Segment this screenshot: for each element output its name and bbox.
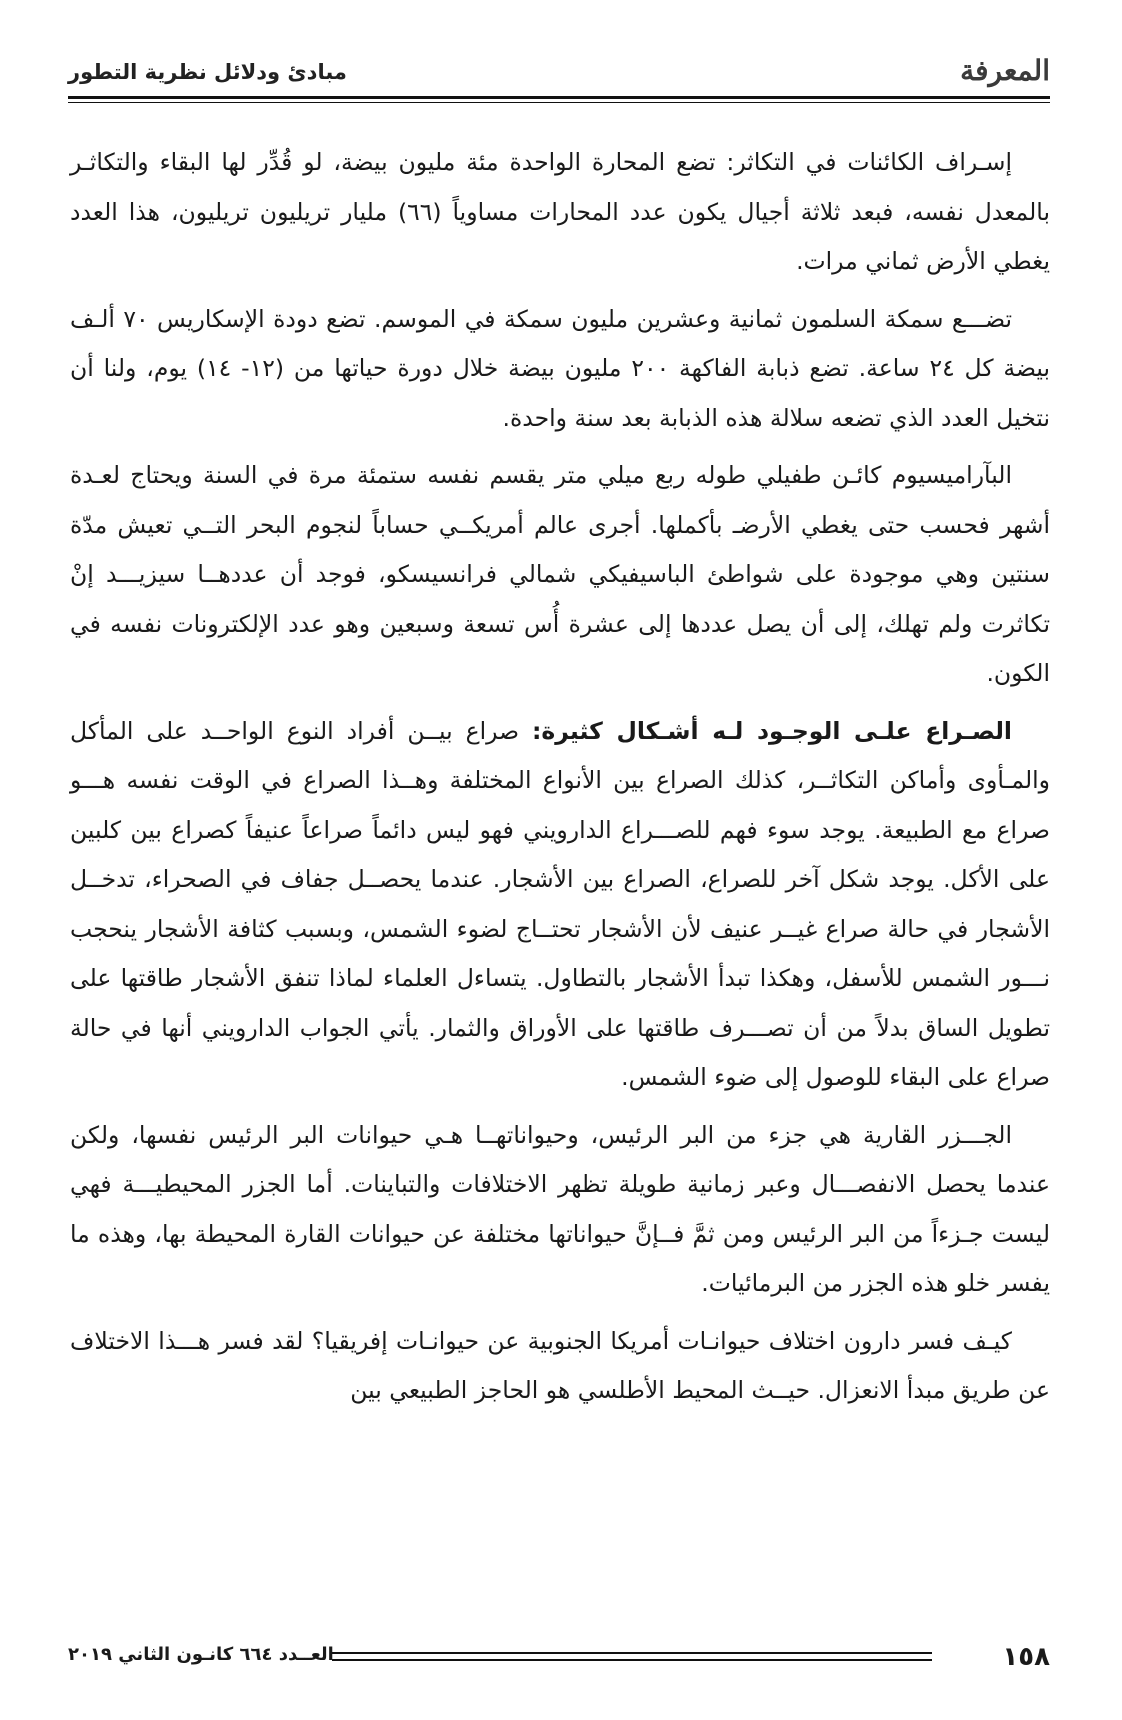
paragraph-4-lead: الصـراع علـى الوجـود لـه أشـكال كثيرة: [532, 716, 1012, 745]
issue-info: العــدد ٦٦٤ كانـون الثاني ٢٠١٩ [68, 1644, 334, 1665]
paragraph-3-text: البآراميسيوم كائـن طفيلي طوله ربع ميلي متر يقسم نفسه ستمئة مرة في السنة ويحتاج لعـدة أشهر فحسب حتى يغطي الأرضـ بأكملها. أجرى عالم أمريكــي حساباً لنجوم البحر التــي تعيش مدّة سنتين وهي موجودة على شواطئ الباسيفيكي شمالي فرانسيسكو، فوجد أن عددهــا سيزيـــد إنْ تكاثرت ولم تهلك، إلى أن يصل عددها إلى عشرة أُس تسعة وسبعين وهو عدد الإلكترونات نفسه في الكون. [70, 461, 1050, 687]
magazine-logo: المعرفة [960, 54, 1050, 87]
paragraph-6 [70, 1317, 1050, 1416]
paragraph-2-text: تضـــع سمكة السلمون ثمانية وعشرين مليون سمكة في الموسم. تضع دودة الإسكاريس ٧٠ ألـف بيضة كل ٢٤ ساعة. تضع ذبابة الفاكهة ٢٠٠ مليون بيضة خلال دورة حياتها من (١٢- ١٤) يوم، ولنا أن نتخيل العدد الذي تضعه سلالة هذه الذبابة بعد سنة واحدة. [70, 304, 1050, 432]
paragraph-4-text: صراع بيــن أفراد النوع الواحــد على المأكل والمـأوى وأماكن التكاثــر، كذلك الصراع بين الأنواع المختلفة وهــذا الصراع في الوقت نفسه هـــو صراع مع الطبيعة. يوجد سوء فهم للصـــراع الدارويني فهو ليس دائماً صراعاً عنيفاً كصراع بين كلبين على الأكل. يوجد شكل آخر للصراع، الصراع بين الأشجار. عندما يحصــل جفاف في الصحراء، تدخــل الأشجار في حالة صراع غيــر عنيف لأن الأشجار تحتــاج لضوء الشمس، وبسبب كثافة الأشجار ينحجب نـــور الشمس للأسفل، وهكذا تبدأ الأشجار بالتطاول. يتساءل العلماء لماذا تنفق الأشجار طاقتها على تطويل الساق بدلاً من أن تصـــرف طاقتها على الأوراق والثمار. يأتي الجواب الدارويني أنها في حالة صراع على البقاء للوصول إلى ضوء الشمس. [70, 716, 1050, 1091]
paragraph-5 [70, 1111, 1050, 1309]
paragraph-5-text: الجـــزر القارية هي جزء من البر الرئيس، وحيواناتهــا هـي حيوانات البر الرئيس نفسها، ولكن عندما يحصل الانفصـــال وعبر زمانية طويلة تظهر الاختلافات والتباينات. أما الجزر المحيطيـــة فهي ليست جـزءاً من البر الرئيس ومن ثمَّ فــإنَّ حيواناتها مختلفة عن حيوانات القارة المحيطة بها، وهذه ما يفسر خلو هذه الجزر من البرمائيات. [70, 1120, 1050, 1297]
page-header [68, 44, 1050, 98]
paragraph-4 [70, 707, 1050, 1103]
paragraph-1-text: إسـراف الكائنات في التكاثر: تضع المحارة الواحدة مئة مليون بيضة، لو قُدِّر لها البقاء والتكاثـر بالمعدل نفسه، فبعد ثلاثة أجيال يكون عدد المحارات مساوياً (٦٦) مليار تريليون تريليون، هذا العدد يغطي الأرض ثماني مرات. [70, 148, 1050, 275]
page-footer [68, 1638, 1050, 1678]
running-title: مبادئ ودلائل نظرية التطور [68, 60, 347, 84]
header-rule [68, 96, 1050, 99]
page-number: ١٥٨ [1002, 1642, 1050, 1672]
paragraph-1 [70, 138, 1050, 287]
paragraph-6-text: كيـف فسر دارون اختلاف حيوانـات أمريكا الجنوبية عن حيوانـات إفريقيا؟ لقد فسر هـــذا الاختلاف عن طريق مبدأ الانعزال. حيــث المحيط الأطلسي هو الحاجز الطبيعي بين [70, 1326, 1050, 1404]
header-rule-thin [68, 102, 1050, 103]
paragraph-2 [70, 295, 1050, 444]
article-body [70, 138, 1050, 1424]
footer-rule [332, 1652, 932, 1661]
paragraph-3 [70, 451, 1050, 699]
